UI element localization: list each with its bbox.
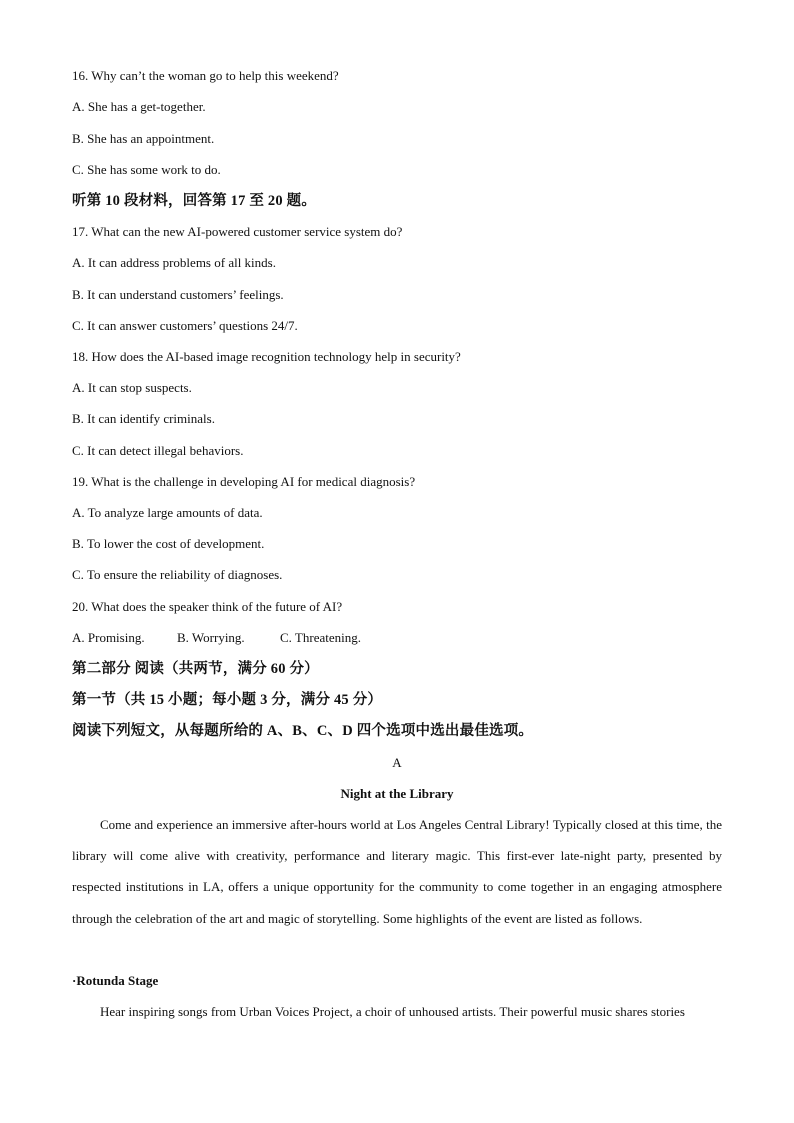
reading-instruction: 阅读下列短文，从每题所给的 A、B、C、D 四个选项中选出最佳选项。: [72, 723, 534, 739]
option-16b: B. She has an appointment.: [72, 131, 215, 146]
section-one-heading: 第一节（共 15 小题；每小题 3 分，满分 45 分）: [72, 692, 383, 708]
option-16a: A. She has a get-together.: [72, 99, 206, 114]
option-20a: A. Promising.: [72, 630, 145, 645]
passage-paragraph-2: Hear inspiring songs from Urban Voices Project, a choir of unhoused artists. Their powerful music shares stories: [100, 1004, 685, 1019]
option-20b: B. Worrying.: [177, 630, 245, 645]
question-17: 17. What can the new AI-powered customer service system do?: [72, 224, 403, 239]
passage-label: A: [392, 755, 402, 770]
option-19b: B. To lower the cost of development.: [72, 536, 265, 551]
passage-paragraph-1: [72, 809, 722, 934]
option-19a: A. To analyze large amounts of data.: [72, 505, 263, 520]
options-row-20: [72, 629, 361, 647]
passage-title: Night at the Library: [340, 786, 454, 801]
option-19c: C. To ensure the reliability of diagnoses.: [72, 567, 283, 582]
rotunda-stage-subheading: ·Rotunda Stage: [72, 973, 159, 988]
question-19: 19. What is the challenge in developing AI for medical diagnosis?: [72, 474, 416, 489]
option-17a: A. It can address problems of all kinds.: [72, 255, 276, 270]
question-16: 16. Why can’t the woman go to help this weekend?: [72, 68, 339, 83]
option-16c: C. She has some work to do.: [72, 162, 221, 177]
option-18c: C. It can detect illegal behaviors.: [72, 443, 244, 458]
part-two-heading: 第二部分 阅读（共两节，满分 60 分）: [72, 661, 319, 677]
question-20: 20. What does the speaker think of the future of AI?: [72, 599, 343, 614]
option-18a: A. It can stop suspects.: [72, 380, 192, 395]
paragraph-1-text: Come and experience an immersive after-hours world at Los Angeles Central Library! Typically closed at this time, the library will come alive with creativity, performance and literary magic. This first-ever late-night party, presented by respected institutions in LA, offers a unique opportunity for the community to come together in an engaging atmosphere through the celebration of the art and magic of storytelling. Some highlights of the event are listed as follows.: [72, 817, 722, 926]
option-18b: B. It can identify criminals.: [72, 411, 215, 426]
option-20c: C. Threatening.: [280, 630, 361, 645]
option-17b: B. It can understand customers’ feelings.: [72, 287, 284, 302]
question-18: 18. How does the AI-based image recognition technology help in security?: [72, 349, 461, 364]
listen-section-heading: 听第 10 段材料，回答第 17 至 20 题。: [72, 193, 317, 209]
option-17c: C. It can answer customers’ questions 24/7.: [72, 318, 298, 333]
